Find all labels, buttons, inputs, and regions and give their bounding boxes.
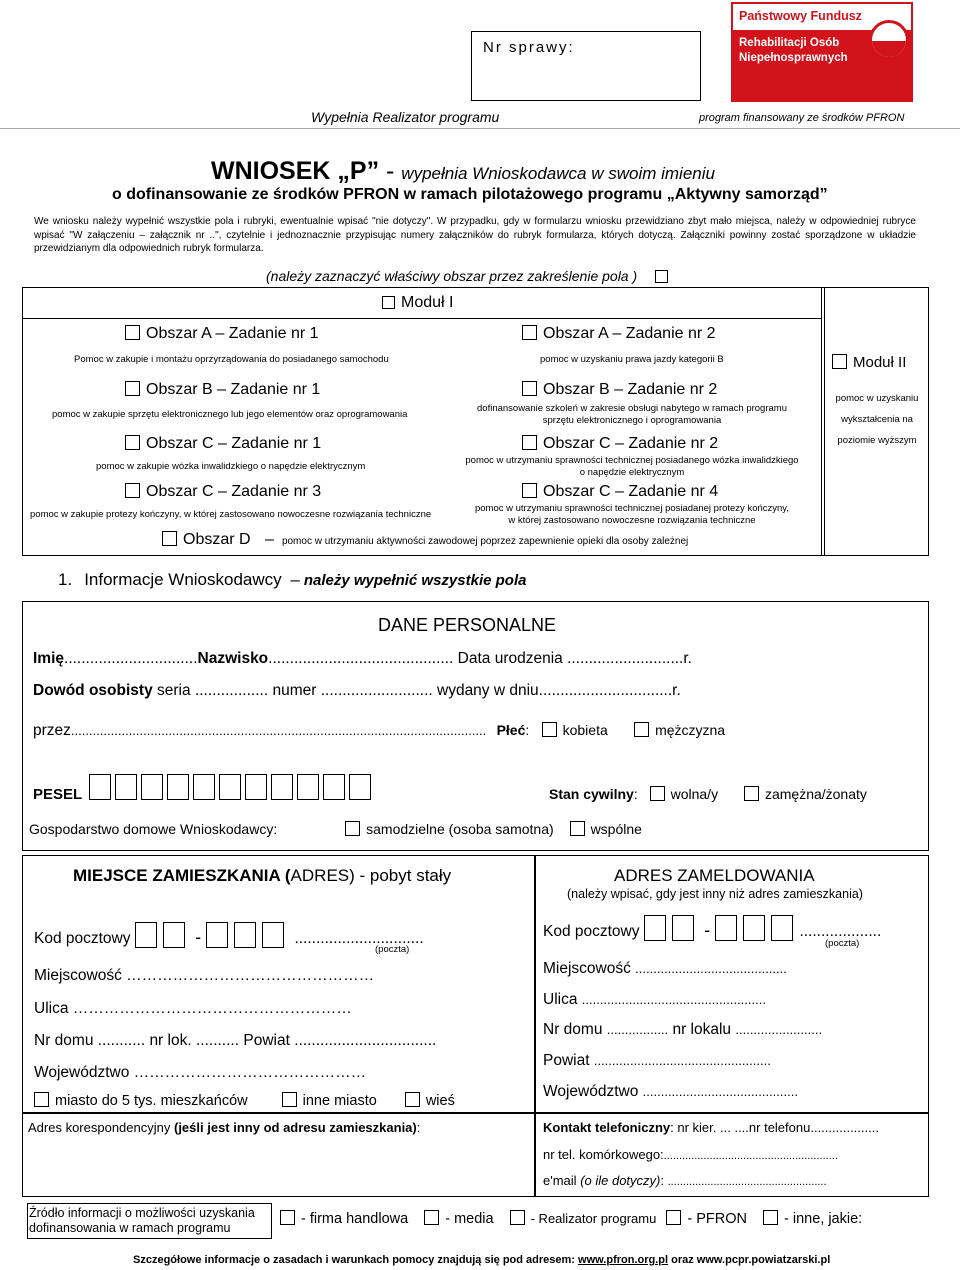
footer <box>133 1254 830 1266</box>
select-note-text: (należy zaznaczyć właściwy obszar przez zakreślenie pola ) <box>266 268 638 284</box>
module1-label: Moduł I <box>401 294 454 311</box>
area-b1-label: Obszar B – Zadanie nr 1 <box>146 381 321 398</box>
reg-county-row <box>543 1052 771 1070</box>
section1-note: należy wypełnić wszystkie pola <box>303 572 527 589</box>
contact-label: Kontakt telefoniczny <box>543 1120 671 1135</box>
contact-dir-field[interactable]: .... <box>734 1120 749 1135</box>
id-issued-field[interactable]: ............................... <box>538 682 673 699</box>
issued-by-label: przez <box>33 722 71 739</box>
personal-line3: przez................................................................................................................... Płeć: kobieta mężczyzna <box>33 722 726 739</box>
reg-postal-row: Kod pocztowy - ................... <box>543 915 881 941</box>
marital-label: Stan cywilny <box>549 786 634 802</box>
footer-mid: oraz <box>668 1254 697 1266</box>
module2-desc-line2: wykształcenia na <box>841 414 913 425</box>
pesel-digit-box[interactable] <box>167 774 189 800</box>
marital-single-checkbox[interactable] <box>650 786 665 801</box>
res-house-row <box>34 1032 436 1050</box>
source-label-line2: dofinansowania w ramach programu <box>29 1221 231 1235</box>
source-label <box>29 1206 255 1236</box>
area-c4-label: Obszar C – Zadanie nr 4 <box>543 483 719 500</box>
residence-heading-main: MIEJSCE ZAMIESZKANIA ( <box>73 866 291 885</box>
area-c3-title[interactable] <box>125 483 321 501</box>
area-b2-checkbox[interactable] <box>522 381 537 396</box>
registration-note: (należy wpisać, gdy jest inny niż adres zamieszkania) <box>567 887 863 901</box>
source-options <box>280 1210 862 1227</box>
area-a1-title[interactable] <box>125 325 319 343</box>
marital-married-label: zamężna/żonaty <box>764 786 867 802</box>
area-b2-desc-line1: dofinansowanie szkoleń w zakresie obsługi nabytego w ramach programu <box>477 403 787 414</box>
pesel-boxes[interactable] <box>87 782 373 799</box>
pesel-digit-box[interactable] <box>115 774 137 800</box>
pesel-label: PESEL <box>33 786 83 803</box>
res-flat-field[interactable]: .......... <box>195 1032 240 1049</box>
reg-house-label: Nr domu <box>543 1021 603 1038</box>
res-voivodeship-label: Województwo <box>34 1064 130 1081</box>
reg-street-label: Ulica <box>543 991 578 1008</box>
contact-row: Kontakt telefoniczny: nr kier. ... ....nr telefonu................... <box>543 1120 879 1135</box>
contact-tel-label: nr telefonu <box>748 1120 811 1135</box>
area-a1-label: Obszar A – Zadanie nr 1 <box>146 325 319 342</box>
id-card-label: Dowód osobisty <box>33 682 153 699</box>
res-locality-row <box>34 1092 455 1109</box>
source-pfron-label: - PFRON <box>687 1211 747 1227</box>
household-shared-label: wspólne <box>590 821 642 837</box>
reg-city-field[interactable]: .......................................... <box>635 961 787 976</box>
town-small-label: miasto do 5 tys. mieszkańców <box>55 1093 248 1109</box>
sex-female-checkbox[interactable] <box>542 722 557 737</box>
area-b1-desc: pomoc w zakupie sprzętu elektronicznego lub jego elementów oraz oprogramowania <box>52 409 408 420</box>
form-title-italic: wypełnia Wnioskodawca w swoim imieniu <box>401 164 715 183</box>
correspondence-note: (jeśli jest inny od adresu zamieszkania) <box>173 1120 417 1135</box>
section1-heading <box>58 570 526 590</box>
correspondence-colon: : <box>416 1120 421 1135</box>
area-d-desc: pomoc w utrzymaniu aktywności zawodowej poprzez zapewnienie opieki dla osoby zależnej <box>281 536 689 547</box>
source-other-label: - inne, jakie: <box>784 1211 863 1227</box>
pesel-digit-box[interactable] <box>271 774 293 800</box>
id-number-label: numer <box>272 682 317 699</box>
personal-line2 <box>33 682 681 700</box>
case-number-box <box>471 31 701 101</box>
marital-married-checkbox[interactable] <box>744 786 759 801</box>
form-title-sep: - <box>379 157 402 185</box>
module2-option[interactable] <box>832 354 906 371</box>
res-postal-note: (poczta) <box>375 944 410 955</box>
module2-desc <box>826 388 928 451</box>
module2-label: Moduł II <box>853 354 907 371</box>
reg-post-office-field[interactable]: ................... <box>799 923 882 940</box>
town-other-checkbox[interactable] <box>282 1092 297 1107</box>
pfron-logo <box>731 2 913 102</box>
section1-title: Informacje Wnioskodawcy <box>84 570 282 589</box>
res-postal-box-5[interactable] <box>262 922 284 948</box>
reg-flat-label: nr lokalu <box>672 1021 732 1038</box>
area-c2-label: Obszar C – Zadanie nr 2 <box>543 435 719 452</box>
area-a2-checkbox[interactable] <box>522 325 537 340</box>
area-b1-title[interactable] <box>125 381 320 399</box>
pesel-row <box>33 774 373 803</box>
pesel-digit-box[interactable] <box>245 774 267 800</box>
correspondence-row <box>28 1120 420 1135</box>
reg-postal-box-2[interactable] <box>672 915 694 941</box>
household-alone-label: samodzielne (osoba samotna) <box>366 821 554 837</box>
surname-label: Nazwisko <box>197 650 269 667</box>
area-c3-checkbox[interactable] <box>125 483 140 498</box>
res-voivodeship-field[interactable]: ……………………………………… <box>133 1064 367 1081</box>
area-c1-title[interactable] <box>125 435 321 453</box>
module2-desc-line3: poziomie wyższym <box>837 435 917 446</box>
residence-heading <box>73 866 451 886</box>
village-label: wieś <box>425 1093 455 1109</box>
email-row: e'mail (o ile dotyczy): .................................................... <box>543 1173 827 1188</box>
res-postal-box-2[interactable] <box>163 922 185 948</box>
mobile-row <box>543 1147 838 1162</box>
area-c4-checkbox[interactable] <box>522 483 537 498</box>
source-pfron-checkbox[interactable] <box>666 1210 681 1225</box>
household-shared-checkbox[interactable] <box>570 821 585 836</box>
area-d-dash: – <box>265 531 274 548</box>
marital-single-label: wolna/y <box>670 786 719 802</box>
area-c2-title[interactable] <box>522 435 718 453</box>
source-realizer-checkbox[interactable] <box>510 1210 525 1225</box>
source-label-line1: Źródło informacji o możliwości uzyskania <box>29 1206 255 1220</box>
reg-postal-label: Kod pocztowy <box>543 923 640 940</box>
household-row <box>29 821 642 837</box>
footer-text: Szczegółowe informacje o zasadach i warunkach pomocy znajdują się pod adresem: <box>133 1254 579 1266</box>
pesel-digit-box[interactable] <box>323 774 345 800</box>
module1-header-line <box>22 318 822 319</box>
section1-dash: – <box>290 570 300 589</box>
area-c3-desc: pomoc w zakupie protezy kończyny, w której zastosowano nowoczesne rozwiązania techniczne <box>30 509 432 520</box>
area-c3-label: Obszar C – Zadanie nr 3 <box>146 483 322 500</box>
first-name-label: Imię <box>33 650 65 667</box>
case-number-label: Nr sprawy: <box>483 39 575 56</box>
res-street-field[interactable]: ……………………………………………… <box>72 1000 352 1017</box>
area-a1-desc: Pomoc w zakupie i montażu oprzyrządowania do posiadanego samochodu <box>74 354 389 365</box>
household-alone-checkbox[interactable] <box>345 821 360 836</box>
pesel-digit-box[interactable] <box>193 774 215 800</box>
module1-checkbox[interactable] <box>382 296 395 309</box>
module2-checkbox[interactable] <box>832 354 847 369</box>
pesel-digit-box[interactable] <box>297 774 319 800</box>
household-label: Gospodarstwo domowe Wnioskodawcy: <box>29 821 278 837</box>
reg-county-field[interactable]: ................................................. <box>593 1053 771 1068</box>
first-name-field[interactable]: ............................... <box>64 650 198 667</box>
form-title-main: WNIOSEK „P” <box>211 157 380 185</box>
area-a2-desc: pomoc w uzyskaniu prawa jazdy kategorii B <box>540 354 724 365</box>
reg-house-row <box>543 1021 822 1039</box>
contact-tel-field[interactable]: ................... <box>810 1120 879 1135</box>
reg-postal-box-5[interactable] <box>771 915 793 941</box>
instructions-text: We wniosku należy wypełnić wszystkie pola i rubryki, ewentualnie wpisać "nie dotyczy". W przypadku, gdy w formularzu wniosku przewidziano zbyt mało miejsca, należy w odpowiedniej rubryce wpisać "W załączeniu – załącznik nr ..", czytelnie i jednoznacznie przypisując numery załączników do rubryk formularza, których dotyczą. Załączniki powinny zostać sporządzone w układzie przewidzianym dla odpowiednich rubryk formularza. <box>34 216 916 254</box>
birth-date-label: Data urodzenia <box>457 650 563 667</box>
logo-emblem-icon <box>869 20 909 60</box>
town-other-label: inne miasto <box>302 1093 377 1109</box>
residence-heading-caps: ADRES) <box>290 866 355 885</box>
sex-male-checkbox[interactable] <box>634 722 649 737</box>
form-subtitle: o dofinansowanie ze środków PFRON w ramach pilotażowego programu „Aktywny samorząd” <box>112 186 828 203</box>
area-d-checkbox[interactable] <box>162 531 177 546</box>
area-c4-desc-line1: pomoc w utrzymaniu sprawności technicznej posiadanej protezy kończyny, <box>474 503 789 514</box>
source-shop-label: - firma handlowa <box>301 1211 409 1227</box>
module1-option[interactable] <box>382 294 453 312</box>
area-c1-checkbox[interactable] <box>125 435 140 450</box>
res-street-row <box>34 1000 352 1018</box>
id-series-field[interactable]: ................. <box>194 682 269 699</box>
area-b2-label: Obszar B – Zadanie nr 2 <box>543 381 718 398</box>
area-c4-desc <box>452 503 812 527</box>
area-b2-desc-line2: sprzętu elektronicznego i oprogramowania <box>542 415 722 426</box>
email-note: (o ile dotyczy) <box>580 1173 661 1188</box>
area-b2-title[interactable] <box>522 381 717 399</box>
module2-divider <box>821 287 822 556</box>
footer-link-pfron[interactable]: www.pfron.org.pl <box>578 1254 669 1266</box>
sex-female-label: kobieta <box>562 722 608 738</box>
reg-voivodeship-row <box>543 1083 798 1101</box>
res-county-field[interactable]: ................................. <box>294 1032 437 1049</box>
id-issued-label: wydany w dniu <box>437 682 539 699</box>
sex-male-label: mężczyzna <box>655 722 726 738</box>
town-small-checkbox[interactable] <box>34 1092 49 1107</box>
reg-postal-box-3[interactable] <box>715 915 737 941</box>
res-city-label: Miejscowość <box>34 967 122 984</box>
id-number-field[interactable]: .......................... <box>320 682 433 699</box>
reg-voivodeship-label: Województwo <box>543 1083 639 1100</box>
personal-heading: DANE PERSONALNE <box>378 615 557 635</box>
correspondence-label: Adres korespondencyjny <box>28 1120 171 1135</box>
reg-street-field[interactable]: ................................................... <box>581 992 766 1007</box>
mobile-label: nr tel. komórkowego: <box>543 1147 664 1162</box>
reg-postal-box-4[interactable] <box>743 915 765 941</box>
pesel-digit-box[interactable] <box>219 774 241 800</box>
village-checkbox[interactable] <box>405 1092 420 1107</box>
res-postal-label: Kod pocztowy <box>34 930 131 947</box>
area-c2-desc-line1: pomoc w utrzymaniu sprawności technicznej posiadanego wózka inwalidzkiego <box>465 455 799 466</box>
area-b1-checkbox[interactable] <box>125 381 140 396</box>
id-issued-suffix: r. <box>672 682 681 699</box>
area-c4-title[interactable] <box>522 483 718 501</box>
footer-link-pcpr[interactable]: www.pcpr.powiatzarski.pl <box>696 1254 831 1266</box>
res-county-label: Powiat <box>243 1032 290 1049</box>
email-label: e'mail <box>543 1173 577 1188</box>
header-divider <box>0 128 960 129</box>
reg-postal-box-1[interactable] <box>644 915 666 941</box>
res-voivodeship-row <box>34 1064 366 1082</box>
form-title <box>211 157 715 186</box>
contact-dir-label: nr kier. ... <box>677 1120 731 1135</box>
source-media-label: - media <box>445 1211 494 1227</box>
issued-by-field[interactable]: ................................................................................................................... <box>70 723 487 738</box>
area-d-label: Obszar D <box>183 531 251 548</box>
res-post-office-field[interactable]: .............................. <box>294 930 424 947</box>
source-other-checkbox[interactable] <box>763 1210 778 1225</box>
source-shop-checkbox[interactable] <box>280 1210 295 1225</box>
registration-heading: ADRES ZAMELDOWANIA <box>614 866 815 885</box>
select-note-checkbox-icon <box>655 270 668 283</box>
logo-line3: Niepełnosprawnych <box>739 52 848 64</box>
source-realizer-label: - Realizator programu <box>530 1211 657 1226</box>
birth-date-field[interactable]: ........................... <box>567 650 684 667</box>
pesel-digit-box[interactable] <box>141 774 163 800</box>
res-postal-box-1[interactable] <box>135 922 157 948</box>
area-c4-desc-line2: w której zastosowano nowoczesne rozwiązania techniczne <box>508 515 756 526</box>
surname-field[interactable]: ........................................... <box>268 650 454 667</box>
reg-postal-note: (poczta) <box>825 938 860 949</box>
section1-number: 1. <box>58 570 73 589</box>
pesel-digit-box[interactable] <box>89 774 111 800</box>
reg-city-label: Miejscowość <box>543 960 631 977</box>
area-b2-desc <box>452 403 812 427</box>
reg-street-row <box>543 991 766 1009</box>
reg-flat-field[interactable]: ........................ <box>735 1022 823 1037</box>
pesel-digit-box[interactable] <box>349 774 371 800</box>
sex-label: Płeć <box>496 722 526 738</box>
birth-date-suffix: r. <box>683 650 692 667</box>
res-house-field[interactable]: ........... <box>97 1032 146 1049</box>
reg-city-row <box>543 960 787 978</box>
res-house-label: Nr domu <box>34 1032 94 1049</box>
area-c2-desc-line2: o napędzie elektrycznym <box>579 467 685 478</box>
area-d-option[interactable] <box>162 531 688 549</box>
reg-voivodeship-field[interactable]: ........................................... <box>642 1084 798 1099</box>
area-c1-desc: pomoc w zakupie wózka inwalidzkiego o napędzie elektrycznym <box>96 461 366 472</box>
financed-note: program finansowany ze środków PFRON <box>699 112 905 124</box>
res-city-field[interactable]: ………………………………………… <box>126 967 375 984</box>
personal-line1 <box>33 650 692 668</box>
mobile-field[interactable]: ......................................................... <box>663 1150 838 1162</box>
res-flat-label: nr lok. <box>149 1032 192 1049</box>
reg-county-label: Powiat <box>543 1052 590 1069</box>
area-c2-checkbox[interactable] <box>522 435 537 450</box>
res-postal-box-4[interactable] <box>234 922 256 948</box>
module2-desc-line1: pomoc w uzyskaniu <box>835 393 919 404</box>
realizer-note: Wypełnia Realizator programu <box>311 109 500 125</box>
residence-heading-rest: - pobyt stały <box>354 866 452 885</box>
area-c2-desc <box>452 455 812 479</box>
logo-line2: Rehabilitacji Osób <box>739 37 840 49</box>
res-street-label: Ulica <box>34 1000 69 1017</box>
id-series-label: seria <box>157 682 191 699</box>
select-note <box>266 268 637 284</box>
area-a1-checkbox[interactable] <box>125 325 140 340</box>
source-media-checkbox[interactable] <box>424 1210 439 1225</box>
module2-divider-2 <box>824 287 825 556</box>
marital-row: Stan cywilny: wolna/y zamężna/żonaty <box>549 786 867 802</box>
area-a2-title[interactable] <box>522 325 716 343</box>
res-postal-box-3[interactable] <box>206 922 228 948</box>
area-c1-label: Obszar C – Zadanie nr 1 <box>146 435 322 452</box>
reg-house-field[interactable]: ................. <box>606 1022 669 1037</box>
area-a2-label: Obszar A – Zadanie nr 2 <box>543 325 716 342</box>
res-city-row <box>34 967 374 985</box>
res-postal-row: Kod pocztowy - .............................. <box>34 922 424 948</box>
logo-line1: Państwowy Fundusz <box>733 4 911 34</box>
email-field[interactable]: .................................................... <box>667 1176 827 1188</box>
